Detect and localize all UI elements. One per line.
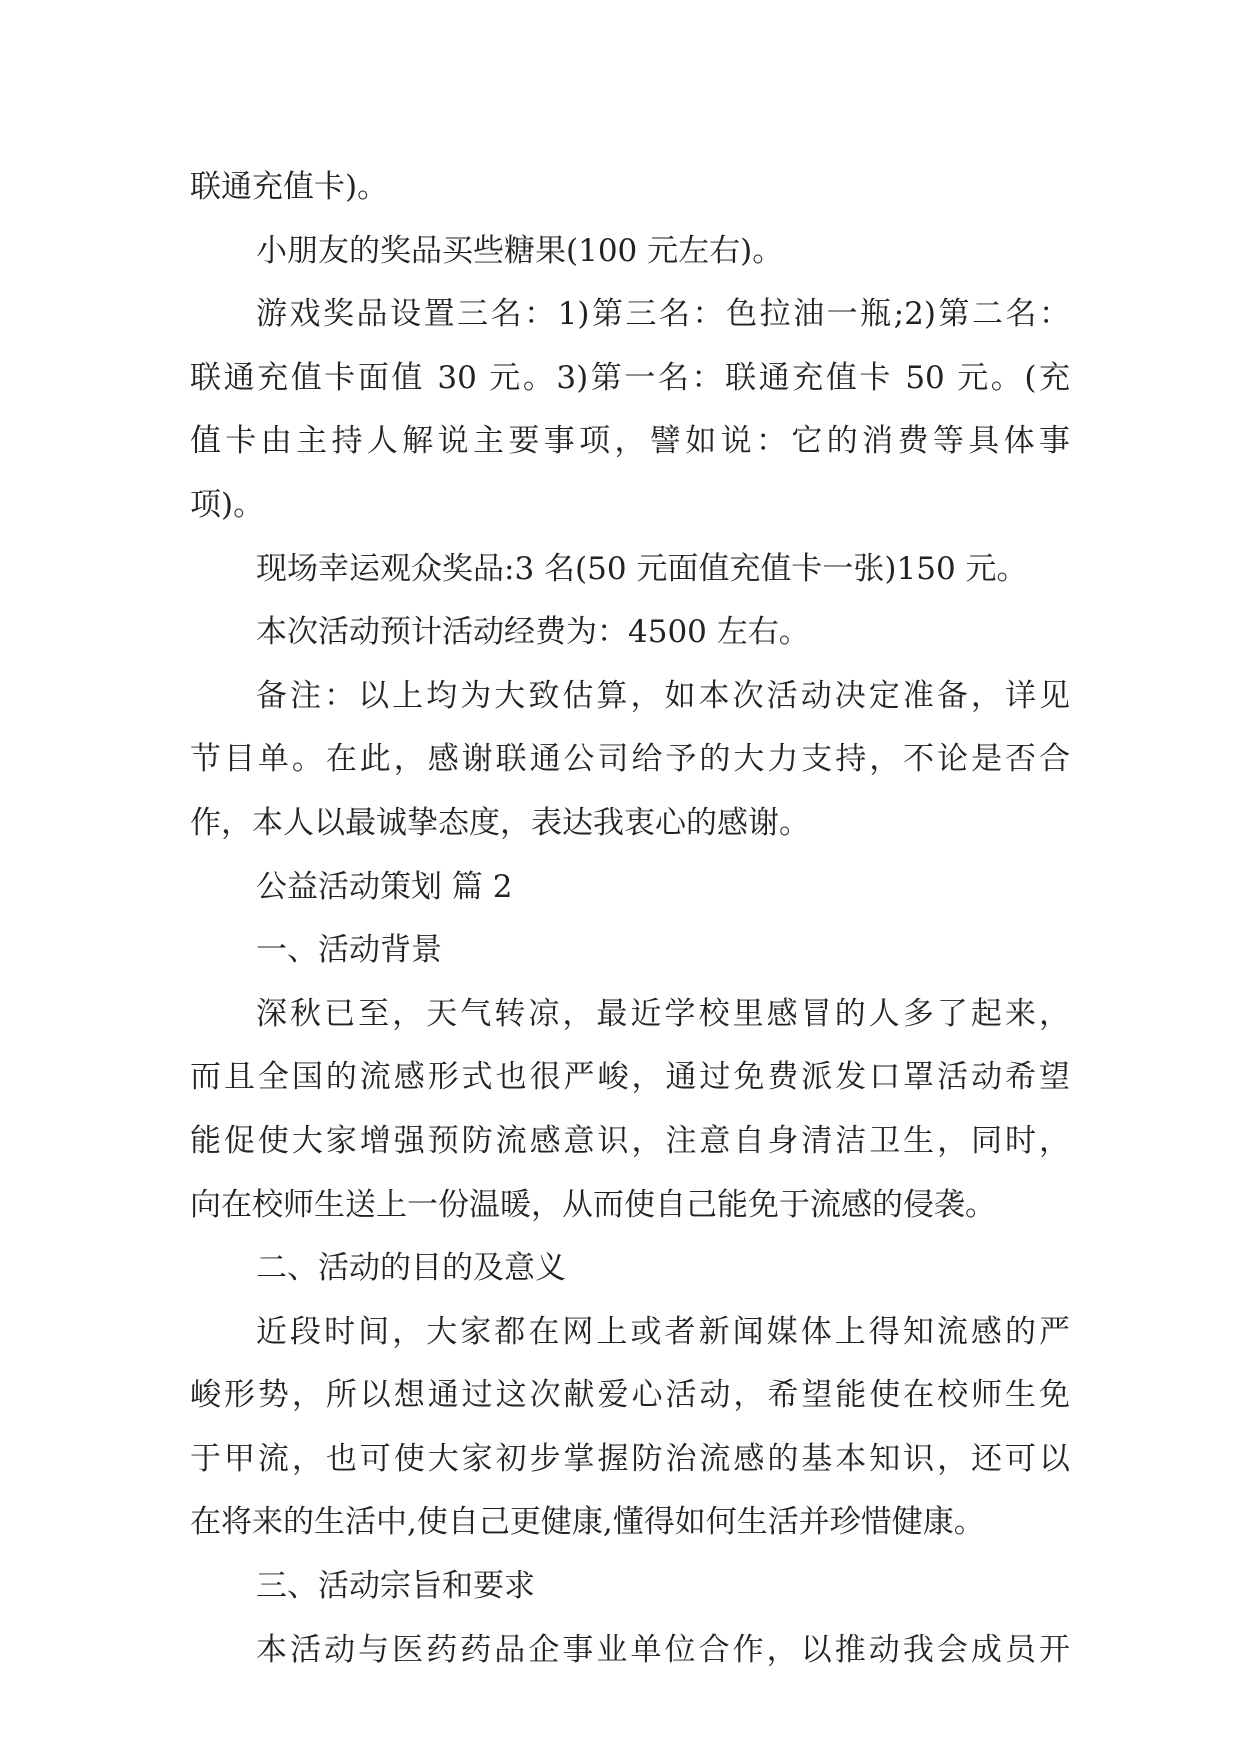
text-line: 小朋友的奖品买些糖果(100 元左右)。: [256, 232, 784, 269]
text-line: 联通充值卡面值 30 元。3)第一名：联通充值卡 50 元。(充: [190, 359, 1070, 396]
text-line: 公益活动策划 篇 2: [256, 868, 513, 905]
text-line: 现场幸运观众奖品:3 名(50 元面值充值卡一张)150 元。: [256, 550, 1028, 587]
text-line: 峻形势，所以想通过这次献爱心活动，希望能使在校师生免: [190, 1377, 1070, 1414]
text-line: 作，本人以最诚挚态度，表达我衷心的感谢。: [190, 804, 810, 841]
text-line: 能促使大家增强预防流感意识，注意自身清洁卫生，同时，: [190, 1122, 1070, 1159]
text-line: 本活动与医药药品企事业单位合作，以推动我会成员开: [256, 1631, 1070, 1668]
text-line: 深秋已至，天气转凉，最近学校里感冒的人多了起来，: [256, 995, 1070, 1032]
text-line: 近段时间，大家都在网上或者新闻媒体上得知流感的严: [256, 1313, 1070, 1350]
text-line: 在将来的生活中,使自己更健康,懂得如何生活并珍惜健康。: [190, 1504, 985, 1541]
text-line: 一、活动背景: [256, 932, 442, 969]
text-line: 备注：以上均为大致估算，如本次活动决定准备，详见: [256, 677, 1070, 714]
text-line: 游戏奖品设置三名：1)第三名：色拉油一瓶;2)第二名：: [256, 296, 1070, 333]
text-line: 项)。: [190, 486, 265, 523]
text-line: 本次活动预计活动经费为：4500 左右。: [256, 614, 810, 651]
document-body: [190, 156, 1070, 1682]
text-line: 向在校师生送上一份温暖，从而使自己能免于流感的侵袭。: [190, 1186, 996, 1223]
text-line: 联通充值卡)。: [190, 169, 389, 205]
text-line: 而且全国的流感形式也很严峻，通过免费派发口罩活动希望: [190, 1059, 1070, 1096]
text-line: 三、活动宗旨和要求: [256, 1568, 535, 1605]
text-line: 二、活动的目的及意义: [256, 1250, 566, 1287]
text-line: 于甲流，也可使大家初步掌握防治流感的基本知识，还可以: [190, 1440, 1070, 1477]
text-line: 节目单。在此，感谢联通公司给予的大力支持，不论是否合: [190, 741, 1070, 778]
text-line: 值卡由主持人解说主要事项，譬如说：它的消费等具体事: [190, 423, 1070, 460]
